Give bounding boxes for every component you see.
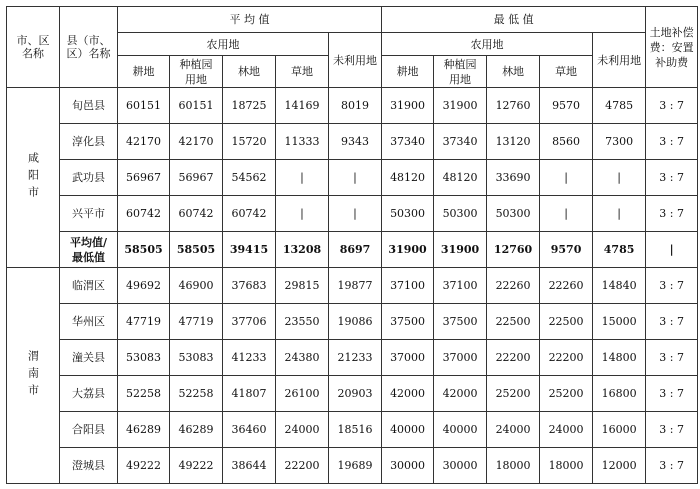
county-cell: 大荔县 bbox=[60, 376, 118, 412]
avg-value-cell: 8019 bbox=[329, 88, 382, 124]
ratio-cell: 3 : 7 bbox=[646, 268, 698, 304]
avg-value-cell: 46900 bbox=[170, 268, 223, 304]
min-value-cell: 14840 bbox=[593, 268, 646, 304]
table-row bbox=[7, 448, 698, 484]
avg-value-cell: 15720 bbox=[223, 124, 276, 160]
min-value-cell: 22260 bbox=[540, 268, 593, 304]
min-value-cell: 50300 bbox=[382, 196, 434, 232]
header-minimum: 最 低 值 bbox=[382, 7, 646, 33]
county-cell: 淳化县 bbox=[60, 124, 118, 160]
county-cell: 华州区 bbox=[60, 304, 118, 340]
county-cell: 潼关县 bbox=[60, 340, 118, 376]
min-value-cell: 31900 bbox=[382, 88, 434, 124]
summary-avg-cell: 58505 bbox=[118, 232, 170, 268]
header-city: 市、区名称 bbox=[7, 7, 60, 88]
min-value-cell: 37000 bbox=[382, 340, 434, 376]
min-value-cell: 37500 bbox=[382, 304, 434, 340]
min-value-cell: 48120 bbox=[382, 160, 434, 196]
avg-value-cell: 37683 bbox=[223, 268, 276, 304]
county-cell: 临渭区 bbox=[60, 268, 118, 304]
min-value-cell: 7300 bbox=[593, 124, 646, 160]
summary-avg-cell: 58505 bbox=[170, 232, 223, 268]
avg-value-cell: | bbox=[276, 160, 329, 196]
min-value-cell: 15000 bbox=[593, 304, 646, 340]
avg-value-cell: 29815 bbox=[276, 268, 329, 304]
avg-value-cell: 14169 bbox=[276, 88, 329, 124]
header-zhongzhi-min: 种植园用地 bbox=[434, 56, 487, 88]
min-value-cell: 31900 bbox=[434, 88, 487, 124]
header-farmland-avg: 农用地 bbox=[118, 33, 329, 56]
min-value-cell: 24000 bbox=[487, 412, 540, 448]
header-caodi-min: 草地 bbox=[540, 56, 593, 88]
min-value-cell: | bbox=[540, 196, 593, 232]
avg-value-cell: 60742 bbox=[170, 196, 223, 232]
header-unused-min: 未利用地 bbox=[593, 33, 646, 88]
avg-value-cell: 49222 bbox=[170, 448, 223, 484]
avg-value-cell: 53083 bbox=[118, 340, 170, 376]
avg-value-cell: 60742 bbox=[118, 196, 170, 232]
min-value-cell: | bbox=[593, 160, 646, 196]
min-value-cell: 22200 bbox=[487, 340, 540, 376]
county-cell: 旬邑县 bbox=[60, 88, 118, 124]
city-cell bbox=[7, 88, 60, 268]
min-value-cell: 16000 bbox=[593, 412, 646, 448]
county-cell: 武功县 bbox=[60, 160, 118, 196]
min-value-cell: 13120 bbox=[487, 124, 540, 160]
avg-value-cell: 42170 bbox=[170, 124, 223, 160]
table-row bbox=[7, 124, 698, 160]
min-value-cell: 8560 bbox=[540, 124, 593, 160]
ratio-cell: 3 : 7 bbox=[646, 376, 698, 412]
min-value-cell: 40000 bbox=[434, 412, 487, 448]
min-value-cell: | bbox=[540, 160, 593, 196]
avg-value-cell: 23550 bbox=[276, 304, 329, 340]
ratio-cell: 3 : 7 bbox=[646, 160, 698, 196]
ratio-cell: 3 : 7 bbox=[646, 340, 698, 376]
avg-value-cell: 41807 bbox=[223, 376, 276, 412]
min-value-cell: 50300 bbox=[434, 196, 487, 232]
avg-value-cell: 41233 bbox=[223, 340, 276, 376]
city-cell bbox=[7, 268, 60, 484]
avg-value-cell: 60151 bbox=[170, 88, 223, 124]
min-value-cell: 22260 bbox=[487, 268, 540, 304]
ratio-cell: 3 : 7 bbox=[646, 196, 698, 232]
avg-value-cell: 53083 bbox=[170, 340, 223, 376]
min-value-cell: 4785 bbox=[593, 88, 646, 124]
table-row bbox=[7, 268, 698, 304]
min-value-cell: 25200 bbox=[540, 376, 593, 412]
min-value-cell: 50300 bbox=[487, 196, 540, 232]
summary-label-cell bbox=[60, 232, 118, 268]
summary-row bbox=[7, 232, 698, 268]
min-value-cell: 22500 bbox=[487, 304, 540, 340]
ratio-cell: 3 : 7 bbox=[646, 448, 698, 484]
avg-value-cell: 9343 bbox=[329, 124, 382, 160]
ratio-cell: 3 : 7 bbox=[646, 304, 698, 340]
avg-value-cell: 56967 bbox=[170, 160, 223, 196]
summary-min-cell: 4785 bbox=[593, 232, 646, 268]
avg-value-cell: 42170 bbox=[118, 124, 170, 160]
avg-value-cell: 20903 bbox=[329, 376, 382, 412]
avg-value-cell: 47719 bbox=[170, 304, 223, 340]
table-row bbox=[7, 376, 698, 412]
min-value-cell: 37100 bbox=[434, 268, 487, 304]
avg-value-cell: 37706 bbox=[223, 304, 276, 340]
header-average: 平 均 值 bbox=[118, 7, 382, 33]
avg-value-cell: 19877 bbox=[329, 268, 382, 304]
city-name: 咸阳市 bbox=[26, 152, 40, 203]
table-row bbox=[7, 88, 698, 124]
avg-value-cell: 47719 bbox=[118, 304, 170, 340]
min-value-cell: 37340 bbox=[434, 124, 487, 160]
summary-min-cell: 12760 bbox=[487, 232, 540, 268]
avg-value-cell: 46289 bbox=[170, 412, 223, 448]
avg-value-cell: 26100 bbox=[276, 376, 329, 412]
compensation-standards-table bbox=[6, 6, 698, 484]
avg-value-cell: 60742 bbox=[223, 196, 276, 232]
min-value-cell: 37500 bbox=[434, 304, 487, 340]
avg-value-cell: 19086 bbox=[329, 304, 382, 340]
header-zhongzhi-avg: 种植园用地 bbox=[170, 56, 223, 88]
summary-avg-cell: 13208 bbox=[276, 232, 329, 268]
header-county: 县（市、区）名称 bbox=[60, 7, 118, 88]
summary-label: 平均值/最低值 bbox=[69, 235, 108, 264]
min-value-cell: 18000 bbox=[487, 448, 540, 484]
avg-value-cell: | bbox=[329, 196, 382, 232]
min-value-cell: 33690 bbox=[487, 160, 540, 196]
avg-value-cell: 18516 bbox=[329, 412, 382, 448]
ratio-cell: 3 : 7 bbox=[646, 124, 698, 160]
min-value-cell: 37000 bbox=[434, 340, 487, 376]
avg-value-cell: 18725 bbox=[223, 88, 276, 124]
county-cell: 澄城县 bbox=[60, 448, 118, 484]
min-value-cell: 22200 bbox=[540, 340, 593, 376]
avg-value-cell: 54562 bbox=[223, 160, 276, 196]
county-cell: 合阳县 bbox=[60, 412, 118, 448]
min-value-cell: 25200 bbox=[487, 376, 540, 412]
table-row bbox=[7, 196, 698, 232]
min-value-cell: 24000 bbox=[540, 412, 593, 448]
city-name: 渭南市 bbox=[26, 350, 40, 401]
min-value-cell: 37340 bbox=[382, 124, 434, 160]
min-value-cell: 12000 bbox=[593, 448, 646, 484]
avg-value-cell: 52258 bbox=[118, 376, 170, 412]
header-lindi-min: 林地 bbox=[487, 56, 540, 88]
table-body bbox=[7, 88, 698, 484]
summary-ratio-cell: | bbox=[646, 232, 698, 268]
header-unused-avg: 未利用地 bbox=[329, 33, 382, 88]
summary-min-cell: 31900 bbox=[382, 232, 434, 268]
min-value-cell: 16800 bbox=[593, 376, 646, 412]
header-gengdi-min: 耕地 bbox=[382, 56, 434, 88]
min-value-cell: 30000 bbox=[382, 448, 434, 484]
min-value-cell: 12760 bbox=[487, 88, 540, 124]
avg-value-cell: 52258 bbox=[170, 376, 223, 412]
table-row bbox=[7, 304, 698, 340]
ratio-cell: 3 : 7 bbox=[646, 412, 698, 448]
avg-value-cell: 24000 bbox=[276, 412, 329, 448]
avg-value-cell: 21233 bbox=[329, 340, 382, 376]
min-value-cell: 37100 bbox=[382, 268, 434, 304]
summary-avg-cell: 8697 bbox=[329, 232, 382, 268]
header-caodi-avg: 草地 bbox=[276, 56, 329, 88]
header-row-1 bbox=[7, 7, 698, 33]
min-value-cell: | bbox=[593, 196, 646, 232]
header-farmland-min: 农用地 bbox=[382, 33, 593, 56]
avg-value-cell: 46289 bbox=[118, 412, 170, 448]
table-row bbox=[7, 160, 698, 196]
avg-value-cell: | bbox=[276, 196, 329, 232]
county-cell: 兴平市 bbox=[60, 196, 118, 232]
min-value-cell: 22500 bbox=[540, 304, 593, 340]
header-lindi-avg: 林地 bbox=[223, 56, 276, 88]
min-value-cell: 40000 bbox=[382, 412, 434, 448]
summary-avg-cell: 39415 bbox=[223, 232, 276, 268]
ratio-cell: 3 : 7 bbox=[646, 88, 698, 124]
min-value-cell: 42000 bbox=[382, 376, 434, 412]
avg-value-cell: 24380 bbox=[276, 340, 329, 376]
summary-min-cell: 9570 bbox=[540, 232, 593, 268]
avg-value-cell: 36460 bbox=[223, 412, 276, 448]
table-row bbox=[7, 340, 698, 376]
min-value-cell: 48120 bbox=[434, 160, 487, 196]
header-compensation-ratio: 土地补偿费：安置补助费 bbox=[646, 7, 698, 88]
header-gengdi-avg: 耕地 bbox=[118, 56, 170, 88]
avg-value-cell: 38644 bbox=[223, 448, 276, 484]
summary-min-cell: 31900 bbox=[434, 232, 487, 268]
avg-value-cell: 22200 bbox=[276, 448, 329, 484]
table-row bbox=[7, 412, 698, 448]
min-value-cell: 18000 bbox=[540, 448, 593, 484]
avg-value-cell: 49222 bbox=[118, 448, 170, 484]
min-value-cell: 14800 bbox=[593, 340, 646, 376]
avg-value-cell: 60151 bbox=[118, 88, 170, 124]
avg-value-cell: | bbox=[329, 160, 382, 196]
avg-value-cell: 11333 bbox=[276, 124, 329, 160]
min-value-cell: 42000 bbox=[434, 376, 487, 412]
min-value-cell: 9570 bbox=[540, 88, 593, 124]
avg-value-cell: 56967 bbox=[118, 160, 170, 196]
avg-value-cell: 19689 bbox=[329, 448, 382, 484]
avg-value-cell: 49692 bbox=[118, 268, 170, 304]
min-value-cell: 30000 bbox=[434, 448, 487, 484]
